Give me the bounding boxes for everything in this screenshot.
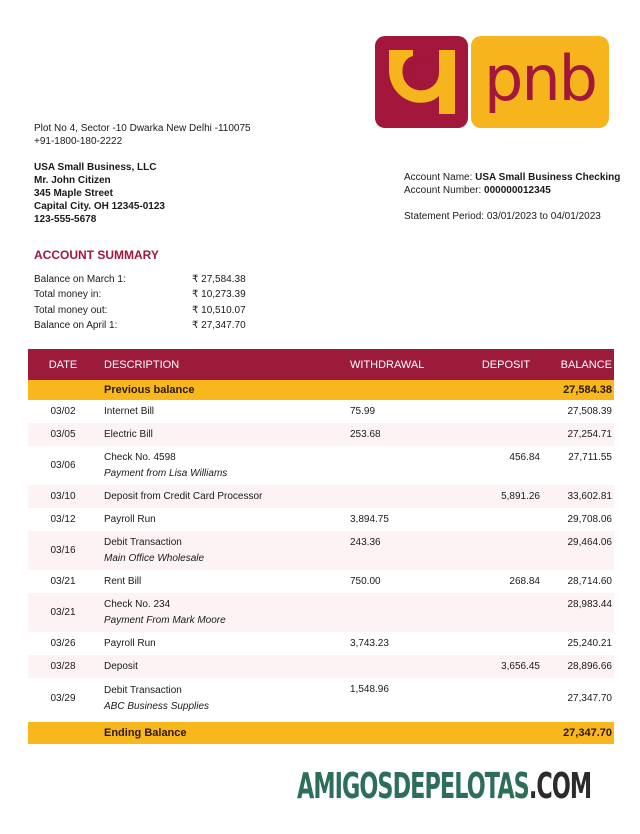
header-withdrawal: WITHDRAWAL xyxy=(350,358,425,371)
transaction-table xyxy=(28,349,614,744)
table-row: 03/05 Electric Bill 253.68 27,254.71 xyxy=(28,423,614,446)
ending-balance-value: 27,347.70 xyxy=(563,727,612,739)
header-deposit: DEPOSIT xyxy=(481,358,531,371)
table-row: 03/12 Payroll Run 3,894.75 29,708.06 xyxy=(50,514,612,525)
previous-balance-row xyxy=(28,380,614,400)
bank-address-line: Plot No 4, Sector -10 Dwarka New Delhi -110075 xyxy=(34,123,251,134)
header-balance: BALANCE xyxy=(560,358,612,371)
row-description: Debit Transaction xyxy=(104,685,182,696)
row-description: Debit Transaction xyxy=(104,537,182,548)
account-name: Account Name: USA Small Business Checking xyxy=(404,172,621,183)
ending-balance-row xyxy=(28,722,614,744)
header-description: DESCRIPTION xyxy=(104,358,180,371)
table-row: 03/29 Debit Transaction ABC Business Supplies 1,548.96 27,347.70 xyxy=(50,684,612,712)
account-name-value: USA Small Business Checking xyxy=(475,172,621,183)
bank-address xyxy=(34,122,251,148)
table-row: 03/21 Check No. 234 Payment From Mark Moore 28,983.44 xyxy=(28,593,614,632)
row-subdescription: Main Office Wholesale xyxy=(104,553,205,564)
watermark xyxy=(297,766,591,807)
previous-balance-value: 27,584.38 xyxy=(563,384,612,396)
table-row: 03/26 Payroll Run 3,743.23 25,240.21 xyxy=(50,638,612,649)
account-info xyxy=(404,171,620,223)
pnb-wordmark xyxy=(471,36,609,128)
customer-address xyxy=(34,161,165,226)
account-number-value: 000000012345 xyxy=(484,185,551,196)
ending-balance-label: Ending Balance xyxy=(104,727,187,739)
row-subdescription: Payment from Lisa Williams xyxy=(104,468,228,479)
account-number: Account Number: 000000012345 xyxy=(404,185,551,196)
previous-balance-label: Previous balance xyxy=(104,384,195,396)
bank-phone: +91-1800-180-2222 xyxy=(34,136,123,147)
customer-street: 345 Maple Street xyxy=(34,188,113,199)
pnb-emblem-icon xyxy=(375,36,468,128)
statement-period-value: 03/01/2023 to 04/01/2023 xyxy=(486,211,601,222)
row-subdescription: Payment From Mark Moore xyxy=(104,615,226,626)
customer-phone: 123-555-5678 xyxy=(34,214,97,225)
statement-period: Statement Period: 03/01/2023 to 04/01/2023 xyxy=(404,211,601,222)
account-summary-title: ACCOUNT SUMMARY xyxy=(34,248,159,262)
row-description: Check No. 4598 xyxy=(104,452,176,463)
watermark-tld: .COM xyxy=(528,766,592,807)
customer-company: USA Small Business, LLC xyxy=(34,162,157,173)
table-row: 03/21 Rent Bill 750.00 268.84 28,714.60 xyxy=(50,576,612,587)
table-row: 03/06 Check No. 4598 Payment from Lisa Williams 456.84 27,711.55 xyxy=(50,452,612,479)
brand-text: pnb xyxy=(483,42,596,115)
header-date: DATE xyxy=(48,358,78,371)
account-summary xyxy=(34,272,252,333)
row-description: Check No. 234 xyxy=(104,599,171,610)
pnb-logo xyxy=(375,36,609,128)
watermark-main: AMIGOSDEPELOTAS xyxy=(297,766,529,807)
customer-city: Capital City. OH 12345-0123 xyxy=(34,201,165,212)
summary-row: Balance on March 1: ₹ 27,584.38 xyxy=(34,274,246,286)
customer-name: Mr. John Citizen xyxy=(34,175,111,186)
summary-row: Balance on April 1: ₹ 27,347.70 xyxy=(34,320,246,332)
summary-row: Total money in: ₹ 10,273.39 xyxy=(34,289,246,301)
summary-row: Total money out: ₹ 10,510.07 xyxy=(34,304,246,316)
table-row: 03/16 Debit Transaction Main Office Wholesale 243.36 29,464.06 xyxy=(28,531,614,570)
table-row: 03/10 Deposit from Credit Card Processor 5,891.26 33,602.81 xyxy=(28,485,614,508)
table-row: 03/28 Deposit 3,656.45 28,896.66 xyxy=(28,655,614,678)
table-header xyxy=(28,349,614,380)
row-subdescription: ABC Business Supplies xyxy=(104,701,210,712)
table-row: 03/02 Internet Bill 75.99 27,508.39 xyxy=(50,406,612,417)
